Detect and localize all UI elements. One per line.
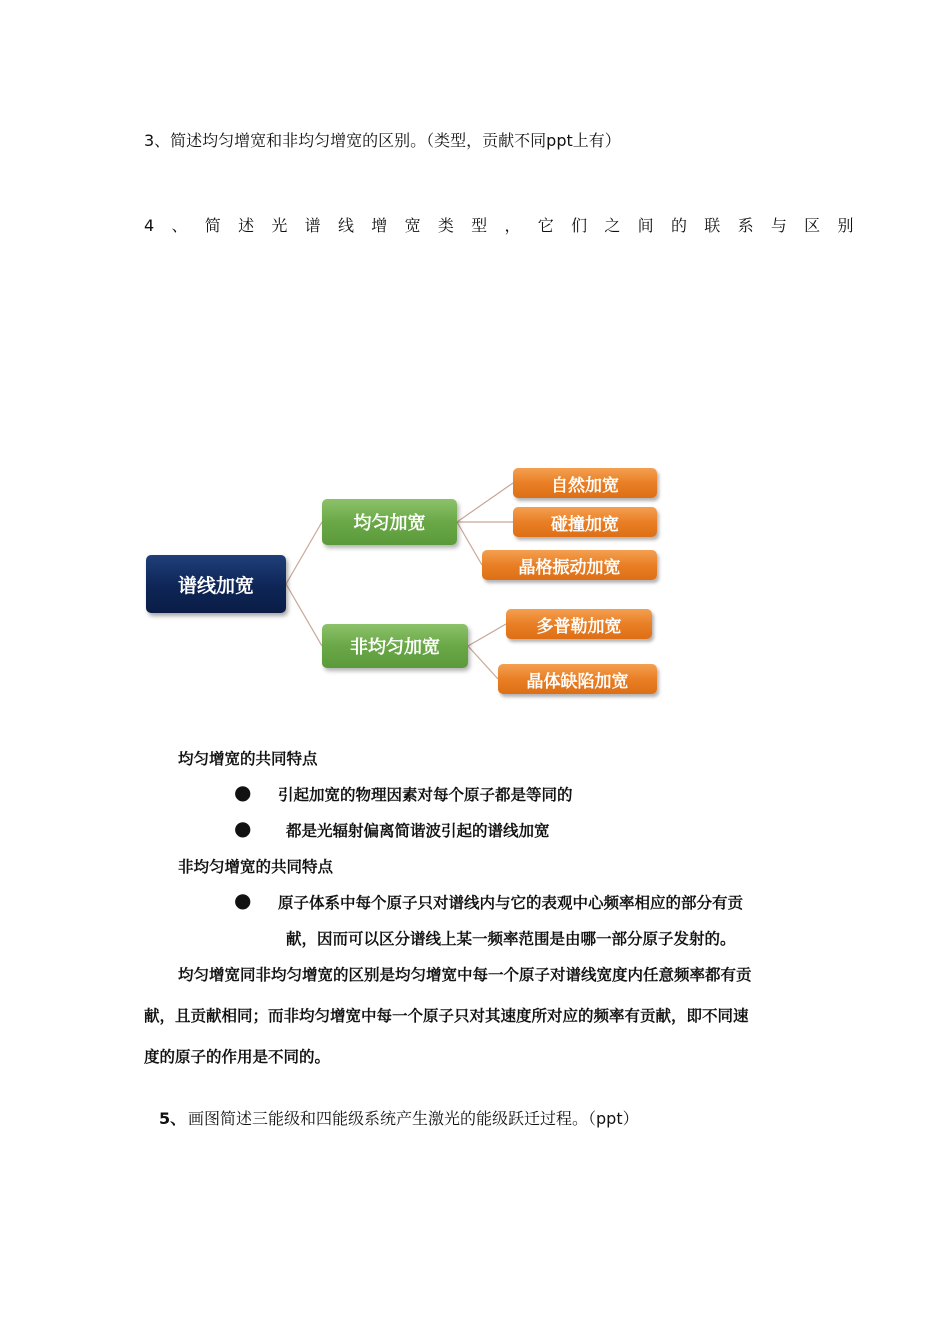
question-5-number: 5、 [159, 1109, 187, 1128]
node-lattice-vibration: 晶格振动加宽 [482, 550, 657, 580]
node-homogeneous: 均匀加宽 [322, 499, 457, 545]
connector-homo-natural [457, 483, 513, 522]
bullet-dot: ● [234, 816, 252, 840]
connector-homo-lattice [457, 522, 482, 565]
node-collision: 碰撞加宽 [513, 507, 657, 537]
bullet-dot: ● [234, 888, 252, 912]
node-spectral-broadening: 谱线加宽 [146, 555, 286, 613]
question-4: 4、简述光谱线增宽类型，它们之间的联系与区别 [144, 216, 871, 235]
inhomo-bullet-line-2: 献，因而可以区分谱线上某一频率范围是由哪一部分原子发射的。 [286, 930, 736, 948]
diff-line-1: 均匀增宽同非均匀增宽的区别是均匀增宽中每一个原子对谱线宽度内任意频率都有贡 [178, 966, 752, 984]
connector-root-homo [286, 522, 322, 584]
homo-bullet-1: 引起加宽的物理因素对每个原子都是等同的 [278, 786, 573, 804]
connector-inhomo-doppler [468, 624, 506, 646]
node-natural: 自然加宽 [513, 468, 657, 498]
question-5-text: 画图简述三能级和四能级系统产生激光的能级跃迁过程。（ppt） [188, 1109, 639, 1128]
inhomo-heading: 非均匀增宽的共同特点 [178, 858, 334, 876]
homo-bullet-2: 都是光辐射偏离简谐波引起的谱线加宽 [286, 822, 550, 840]
diff-line-3: 度的原子的作用是不同的。 [144, 1048, 331, 1066]
homo-heading: 均匀增宽的共同特点 [178, 750, 318, 768]
question-3: 3、简述均匀增宽和非均匀增宽的区别。（类型，贡献不同ppt上有） [144, 131, 621, 150]
diff-line-2: 献，且贡献相同；而非均匀增宽中每一个原子只对其速度所对应的频率有贡献，即不同速 [144, 1007, 749, 1025]
inhomo-bullet-line-1: 原子体系中每个原子只对谱线内与它的表观中心频率相应的部分有贡 [278, 894, 744, 912]
node-crystal-defect: 晶体缺陷加宽 [498, 664, 657, 694]
node-inhomogeneous: 非均匀加宽 [322, 624, 468, 668]
connector-root-inhomo [286, 584, 322, 646]
connector-inhomo-defect [468, 646, 498, 679]
node-doppler: 多普勒加宽 [506, 609, 652, 639]
bullet-dot: ● [234, 780, 252, 804]
